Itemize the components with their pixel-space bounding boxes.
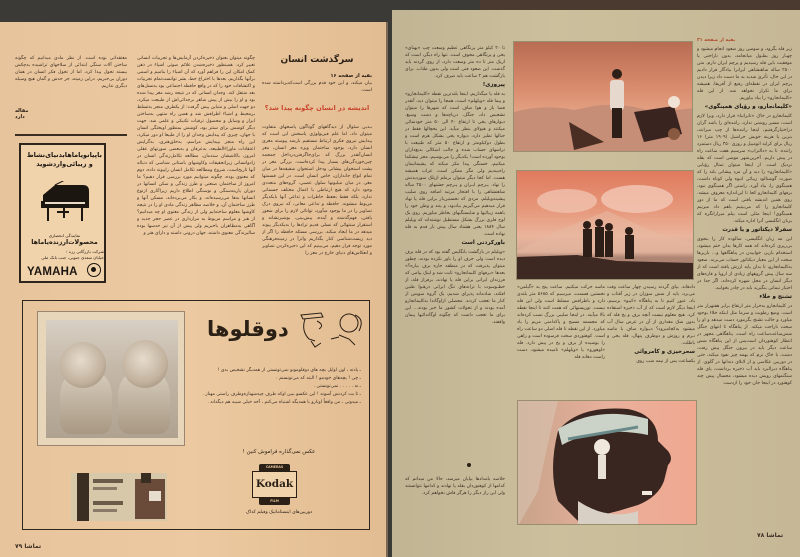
baby-right-face (122, 340, 168, 388)
section-heading: سحرخیزی و کامروائی (634, 349, 695, 355)
article-subheading: اندیشه در انسان چگونه پیدا شد؟ (264, 104, 370, 112)
article-column-middle (137, 55, 255, 297)
section-heading: «کلیمانجارو، و رؤیای همینگوی» (704, 104, 792, 110)
column-text: این مه زبان انگلیسی، شالوده کار را بنحوی بی‌ریزی کرده‌اند که همه کارها بدان ختم میشود، استخدام باربر، خوابیدن در پناهگاهها و... باربرها سخت از این معیار دیکتاتور حساب می‌برند. صعود به‌کلیمانجارو، تا بدان پایه ارزش یافته است که از سه سال پیش گروههای زیادی از اروپا و قاره‌های دیگر انسان در محل شهره کرده‌اند، اگر جدا در اختیار تیماتی بنگیرید باید در چادر بخوابید. (697, 237, 792, 291)
ad-footer: دوربین‌های اینستاماتیک وفیلم کداک (245, 510, 313, 515)
article-column-far-right (697, 46, 792, 521)
continued-from-label: بقیه از صفحه ۱۶ (330, 73, 372, 79)
mountain-climbers-icon (517, 171, 694, 280)
article-column-center (517, 284, 605, 394)
climbers-silhouette-photo (516, 170, 694, 280)
distributor-name: محصولات‌ارزنده‌یاماها (31, 239, 98, 246)
column-text: معتقداتی بوده است. از نظر مادی میدانیم که چگونه ساختن آلات سنگی ابتدائی از سلاحهای تراشیده به‌چکش بیسته تحول پیدا کرد، اما از تحول فکر انسان در همان دوران بی‌خبریم، دراین زمینه، جز حدس و گمان هیچ وسیله دیگری نداریم. (15, 56, 127, 89)
ad-title: دوقلوها (207, 317, 289, 341)
twins-photo (37, 311, 185, 446)
section-heading: تشنج و خلاء (759, 294, 792, 300)
tribesman-portrait-photo (517, 400, 697, 525)
continued-from-label: بقیه از صفحه ۳۱ (697, 38, 736, 43)
dialogue-line: ـ یادته ، اون اوایل بچه های دوقلومونو نمی‌تونستی از همدیگر تشخیص بدی ! (217, 368, 361, 373)
section-heading: پیروزی! (482, 82, 505, 88)
column-text: «ویلیلم در بازگشت بانگلیس گفته بود که در قله برف دیده است ولی حرف او را باور نکرده بودند، چطور میتوان پذیرفت که در منطقه حاره برف بباره؟» بعدها «برفهای کلیمانجارو» ثابت شد و اینک پیامی که فرزندان ایرانی براین قله پا نهادند، برفراز قله، از خطـوسوت با ترانه‌های تنگ ایرانی درهـوا طنین افکند، شادمانه پذیرای شدیم، یک گروه سویس از کنار ما تعجب کردند. محصلی ازاوگاندا به‌کلیمانجارو آمده بودند و از تحولات کشور ما خبر بودند... این برای ما تعجب داشت که چگونه اوگاندائیها پیمان واقفند. (405, 250, 505, 325)
section-heading: باورکردنی است (461, 240, 505, 246)
article-column-closing (405, 476, 505, 516)
twins-photo-background (46, 320, 178, 438)
kodak-advertisement (22, 300, 370, 530)
column-text: کلیمانجارو در خاک «تانزانیا» قرار دارد، وبرا لازم است، مسیر روشنی ندارد، راننده‌ای را باشد گران دراختیارگرفتیم، اینجا راننده‌ها از چپ میرانند، بنزین یا هزینه خوبش حراشیل (۱۹۰۹ متر) ۱۶ ریال برای کرایه اتومبیل و روزی ۳۵۰ ریال دستمزد راننده. تا به «دالتراپ» سرسیم هفت ساعت راه در پیش داریم. آخرین‌شهر موشی است که بقله نزدیک است. از اینجا میتوان تمثال رؤیایی «کلیمانجارو» را دید و آن مرد پیشانی بلند را که صورت گوشتالود زیبائی انبوه ولی کوتاه داشت، همینگوی را، بیاد آورد. راستی اگر همینگوی نبود، برفهای کلیمانجارو کجا تا این‌اندازه معروف میشد. روی همین اندیشه بافتی است که ما از دور کلیمانجارو را که می‌بینیم باهم داد میزنیم همینگوی! اینجا مثلی است بیلم میزارانگره که بزبان انگلیسی آنرا اداره میکند. (697, 114, 792, 224)
article-column-left (15, 55, 127, 100)
article-title: سرگذشت انسان (280, 55, 354, 65)
section-heading: سفرلا دیکتاتور و یا قدرت (722, 227, 792, 233)
page-number: ۷۸ (757, 532, 765, 539)
article-column-middle (607, 284, 695, 394)
page-number: ۷۹ (15, 543, 23, 550)
kodak-logo (252, 464, 297, 506)
climber-silhouette-icon (514, 42, 693, 152)
magazine-masthead-left (15, 543, 41, 550)
dialogue-line: ـ نه . . . . . نمی‌تونستی . (313, 384, 361, 389)
column-text: تا ۲۰ کیلو متر پرتگاهی عظیم وسعت چپ «پهنای» یخی و پرتگاهی مخوف است. تنها راه دیگر، است که ازیک متر تا ده متر وسعت دارد، از روی گردنه باید گذشت. این صعود فنی است ولی بدون طناب. برای بازگشت هم ۲ ساعت باید صرف کرد. (405, 46, 505, 79)
cartoon-couple-icon (293, 309, 365, 349)
company-name: شرکت بازرگانی رزه ؛ (66, 249, 104, 254)
column-text: زیر قله یگرود، و سومین روز صعود انجام میشود و چهـار روز بطـول میانجامد، بدون ناراحتی یا موفقیت باین قله رسیدیم و پرچم ایران دارم. متن ۲۵۰۰ ساله شاهنشاهی ایرانرا بیادگار قرار دادیم در این حال، تأثری شدید به ما دست داد زیرا دیدن پرچم ایران در نقطه‌ای رفیع از آفریقا، همیشه برای ما تکرار نخواهد شد. از این قله «کلیمانجارو» را بیاد بیاوریم. (697, 47, 792, 101)
climber-on-summit-photo (513, 41, 693, 152)
magazine-masthead-right (757, 532, 783, 539)
section-divider-dot (467, 463, 471, 467)
instamatic-film-box-icon (71, 469, 167, 524)
kodak-logo-main: Kodak (252, 471, 297, 498)
masthead-logo: تماشا (24, 543, 42, 550)
dialogue-line: ـ تا بت کردنش آسونه ! این عکسو ببین اوکه طرف چپه‌شهنازه‌وطرف راستی مهناز . (202, 392, 361, 397)
column-text: به قله پا میگذاریم، اینجا بلندترین نقطه «کلیمانجارو» و پیما قله «ویلهلم» است، همجا را میتوان دید، آنقدر فضا باز و هوا صاف است که شهرها را میتوان تشخیص داد، جنگل، دریاچه‌ها و دشت وسیع. دیوارهای یخی تا ارتفاع ۴۰ الی ۵۰ متر خودنمائی میکنند و هیولای بنظر میآید. این یخچالها فقط در جبالها نظیر دارد، دیواره یخی بشکل هرم است و بطول دوکیلومتر و ارتفاع ۵۰ متر که طبیعت با تراشهای حساب شده و جالب اشکالی بدیع‌داران بوجود آورده است! یکدیگر را می‌بوسیم، مجر تیشکما میکنیم، خستگی پیدا مکر میکند که پشیمانیمان راه‌بیندیم ولی مگر ممکن است، عزاب همیشه هست. اما کجا دیگر میتوان برملم ازیلک سوردیدنش را نهاد. پـرچم ایـران و پـرچم جشنهای ۲۵۰۰ ساله شاهنشاهی را با افتخار مرتبه اضافه روی صلیب پیشینه‌ویلیلم، مردی که نخستین‌بار براین قله پا نهاد قرار میدهیم‌ می‌گیریم بیادبود، و ینند و وطن خود را باهمه زیبائیها و شایستگیهای بخاطر میاوریم. روی یک لوح فلزی بزرگ بشکل مستطیل نوشته‌اند که ویلیلم سال ۱۸۸۴ یعنی هشتاد سال پیش بار قدم به قله نهاده است. (405, 92, 505, 237)
column-text: ماسه حرکت میکنیم. ساعت پنج به «گیلمن» نخستین قسمت، میرسیم که ۵۶۸۵ متر بلندی دارد و باطرافش مسلط است ولی این قله نیست. توریستهائی که همت کنند تا اینجا نقطه بالا میآیند. در اینجا صلیبی بزرگ نصب کرده‌اند که مجسمه مسیح و پاکدامنی مریم را یاد میاورد. از این نقطه تا قله اصلی دو ساعت راه است. کوهنوردی سخت فرسوده است و راهی را بوشیده از برف و یخ در پیش دارد. قله «اوهورو» یا «ویلهلم» نامیده میشود، دست راست دهانه قله (517, 285, 605, 360)
divider-rule (15, 134, 127, 136)
yamaha-headline: باپیانو‌یاماها‌بدنیای‌نشاط و زیبائی‌واردشوید (26, 151, 102, 168)
dialogue-line: ـ میدونی ، من واقعاً اونارو با همدیگه اشتباه می‌کنم ، آخه خیلی شبیه هم دیگه‌اند . (207, 400, 361, 405)
column-text: یکساعت پس از نیمه شب روی (636, 359, 695, 364)
column-text: بـدین سئوال از دیدگاههای گوناگون پاسخهای متفاوت میتوان داد، اما علم فیزیولوژی پاسخش این است که پیدایش نیروی فکری ارتباط مستقیم بارشد پیوسته مغزی انسان دارد، بوجود ساختمان ویژه مغز انسان، مغز انسان‌آنقدر بزرگ که برای‌جاگرفتن‌درداخل جمجمه چین‌خوردگی‌های بسیار پیدا کرده‌است. بزرگی مغز در پشت استخوان پیشانی ودخل استخوان شقیقه‌ها در میان تمام انواع جانداران، خاص انسان است. در این قسمتها مغز، در میان میلیونها سلول عصبی، گروه‌های متعددی وجود دارد که هیچ ارتباطی با اعمال مختلف جسمانی ندارد، بلکه فقط بحفظ خاطرات و تداعی آنها بایکدیگر مربوط میشوند. حافظه و تداعی معانی، که نیروی درک تصاویر را در ما بوجود میآورد، توانائی لازم را برای شعور یافتن، فهم‌گذشته و آینده، پیش‌بینی، بوشیرنشانه و استقرار سنتهائی که نسلی قدیم تزادها را به‌یکدیگر پیوند میدهد در ما ایجاد میکند. بررسی مسئله حافظه را اگر از دید زیست‌شناسی کنار بگذاریم واثرآ در زمینه‌فرهنگی مورد توجه قرار دهیم، می‌بینیم که این ذخیره‌کردن تصاویر و انعکاس‌های دنیای خارج در مغز را (262, 125, 372, 256)
ad-dialogue (201, 367, 361, 407)
column-text: در کلیمانجارو به‌خرار متر ارتفاع برابر هفتهزار متر است. وضع رطوبت و سرما مثل اینکه خلاء بوجود میاورد و حالت تشنج بگرمورد دست میدهد و او را سخت ناراحت میکند. از پناهگاه تا انتهای جنگل شش‌ساعت‌ساعت راه است، پناهگاهی مجهز در انتظار کوهنوردان است‌پس از این پناهگاه شش ساعت دیگر باید در بیرون جنگل پیش رفت، دشت، با خاک نرم که بهمه چیز نفوذ میکند، حتی در دوربین عکاسی و از لابلای دندانها در گلوی. از پناهگاه دیزالبرد باید آب ذخیره برداشت، پای قله سنگتمهای رویش دیده میشود، محسال پیش چند کوهنورد در اینجا جان خود را ازدست (697, 304, 792, 386)
kodak-logo-top: CAMERAS (259, 464, 290, 471)
article-column-left (405, 45, 505, 525)
distributor-address (25, 249, 104, 261)
company-address: خیابان سعدی جنوبی، جنب بانک ملی (41, 255, 104, 260)
tribesman-profile-icon (518, 401, 697, 525)
yamaha-advertisement (19, 143, 106, 283)
baby-left-face (60, 342, 106, 388)
column-text: چگونه میتوان بعنوان ذخیره‌کردن آزمایش‌ها و تجربیات انسانی تعبیر کرد. همینطور ذخیره‌شدن علائم صوتی اشیاء در ذهن کمک امکان این را فراهم آورد که آن اشیاء را بنامیم و اسمی برآنها بگذاریم، بعدها با اختراع خط، بشر توانست‌تمام تجربیات و اکتشافات خود را که در واقع حافظه اجتماعی بود به‌نسل‌های بعد منتقل کند. وجدان انسانی که در نتیجه رشد مغز پیدا شده بود و او را بیش از پیش شاهر برجدائی‌اش از طبیعت میکرد، دو جهت اصلی و متباین پیش گرفت: از یکطرف منجر به‌تسلط برمحیط و اشیاء اطرافش شد و همین راه منتهی به‌ساختن ابزار و وسایل و محصول ترقیات تکنیکی و علمی شد. جهت دیگر کوشش برای ستتز بود، کوشش بمنظور اوبختگی انسان با جهان، چیزی که پیدایش وجدان او را از طبیعا او دور میکرد، این راه منجر بپیدایش مراسم، به‌خلق‌هنری، به‌گرایش اعتقادات ماوراءالطبیعه، به‌عرفان و به‌بعضی صورتهای عقلی امروز، باکاششان ستدمان، مطالعه تکامل‌زندگی انسان در زادوانسانی زیراتحقیقات وکاوشهای باستانی شناسی که دنباله آنها تاریخ‌است، شروع ومطالعه تکامل انسان راپیوند داده، دوم که معنوی بوده، چگونه میتوانیم مورد بررسی قرار دهیم؟ ما امروز از ساختمان صنعتی و طرز زندگی و سکن انسانها در دوران پارینه‌سنگی و نوسنگی اطلاع داریم زیراآثاری ازنوع انسانها به‌ها می‌رسیده‌اند، و بکار می‌برده‌اند، مسکن آنها و طرز ساختمان آن، و خلاصه مظاهر زندگی مادی او را در نتیجه کاوشها معلوم ساخته‌ایم ولی از زندگی معنوی او چه میدانیم؟ از هنر و مراسم مربوط به مزارداری در عصر حجر جدید و آگاهی به‌مظاهران باخبریم ولی پیش از آن نیز حدسها بوده سالیزندگی معنوی داشته، جهان درونی داشته و دارای هنر و (137, 56, 255, 236)
yamaha-logo: YAMAHA (27, 266, 78, 278)
kodak-logo-bottom: FILM (259, 498, 290, 505)
yamaha-tuning-fork-emblem-icon (87, 263, 101, 277)
article-author: مقاله دارد (15, 108, 29, 120)
background-top-edge (480, 0, 800, 10)
dialogue-line: ـ چی ! بچه‌های خودمو ! البته که می‌تونستم . (276, 376, 361, 381)
article-intro: بیان میکند، و این خود قدم بزرگی است‌که‌برداشته شده است. (262, 81, 372, 93)
column-text: دادهاند. بپای گردنه رسیدن چهار ساعت وقت می‌برد، باید از شش سوزان در زیر آفتاب و باد، عبور کنیم تا به پناهگاه «کیبو» برسیم، اینجا دیگر لازم است که از آب ذخیره استفاده کرد. هیچ معلوم نیست آنچه برف و یخ قله که بدون شک مقداری از آن در عرض سال آب میشود به‌کجامیرود؟ دیـواره صاف با ماسه نـرم و روزش و دوطرف پنهال، قله یخی و باطلت. (607, 285, 695, 346)
article-column-right (262, 124, 372, 294)
grand-piano-icon (37, 181, 92, 227)
masthead-logo: تماشا (766, 532, 784, 539)
distributor-label: نمایندگی انحصاری (48, 233, 81, 238)
column-text: خلاصه بامدادها بپایان میرسد، حالا من میدانم که کدامها از کوهنوردان بقله پا نهادند و کدامها نتوانستند ولی این راز دیگر را هرگز فاش نخواهم کرد. (405, 477, 505, 496)
ad-slogan: عکس نمی‌گذاره فراموش کنین ! (242, 449, 316, 455)
